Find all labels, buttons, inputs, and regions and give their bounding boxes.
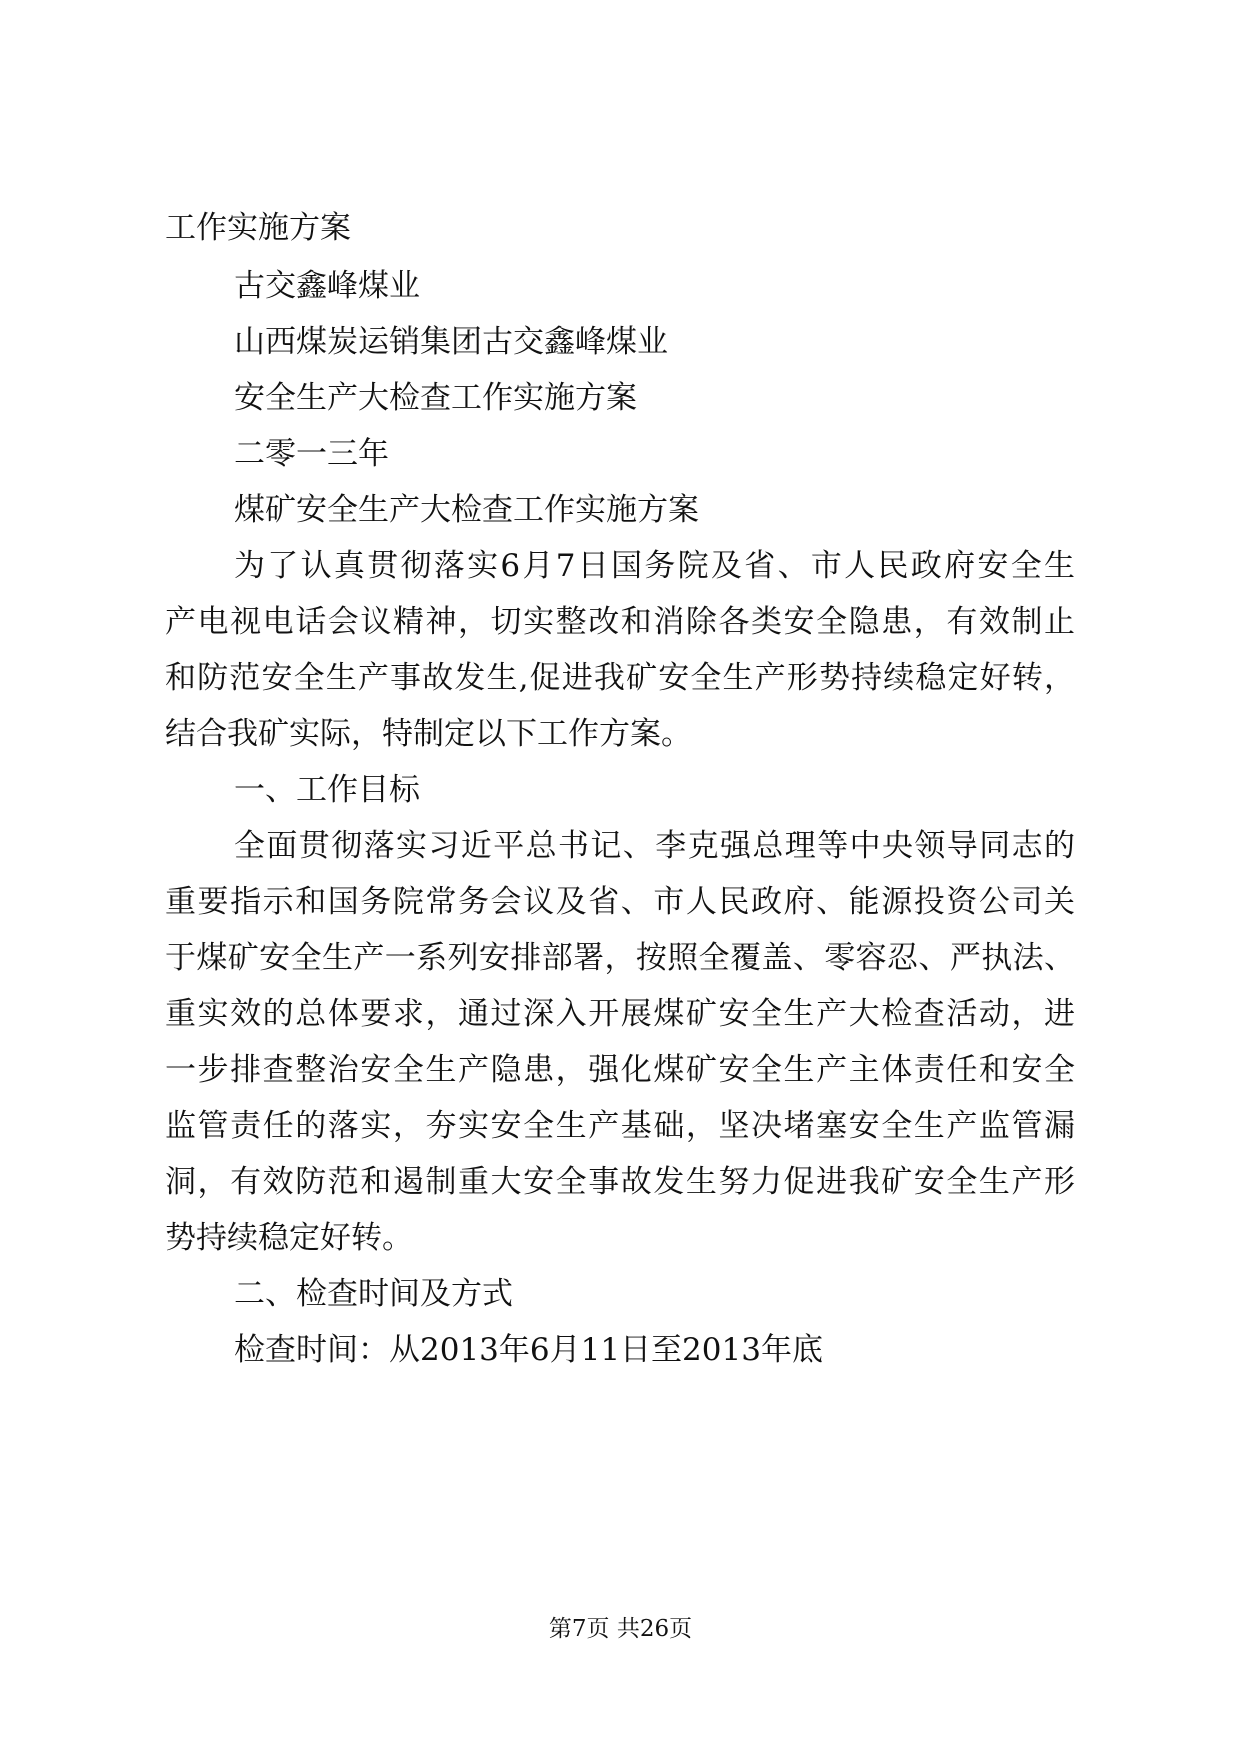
intro-paragraph-line: 产电视电话会议精神，切实整改和消除各类安全隐患，有效制止 — [165, 604, 1075, 640]
heading-inspection-time: 二、检查时间及方式 — [234, 1276, 513, 1312]
goals-paragraph-line: 洞，有效防范和遏制重大安全事故发生努力促进我矿安全生产形 — [165, 1164, 1075, 1200]
inspection-time-line: 检查时间：从2013年6月11日至2013年底 — [234, 1332, 823, 1368]
heading-goals: 一、工作目标 — [234, 772, 420, 808]
goals-paragraph-line: 势持续稳定好转。 — [165, 1220, 413, 1256]
goals-paragraph-line: 重实效的总体要求，通过深入开展煤矿安全生产大检查活动，进 — [165, 996, 1075, 1032]
company-full-name: 山西煤炭运销集团古交鑫峰煤业 — [234, 324, 668, 360]
plan-title: 安全生产大检查工作实施方案 — [234, 380, 637, 416]
intro-paragraph-line: 结合我矿实际，特制定以下工作方案。 — [165, 716, 692, 752]
goals-paragraph-line: 重要指示和国务院常务会议及省、市人民政府、能源投资公司关 — [165, 884, 1075, 920]
page-number-footer: 第7页 共26页 — [548, 1616, 693, 1642]
intro-paragraph-line: 为了认真贯彻落实6月7日国务院及省、市人民政府安全生 — [234, 548, 1075, 584]
company-short-name: 古交鑫峰煤业 — [234, 268, 420, 304]
goals-paragraph-line: 于煤矿安全生产一系列安排部署，按照全覆盖、零容忍、严执法、 — [165, 940, 1075, 976]
header-line-work-plan: 工作实施方案 — [165, 210, 351, 246]
goals-paragraph-line: 监管责任的落实，夯实安全生产基础，坚决堵塞安全生产监管漏 — [165, 1108, 1075, 1144]
section-title: 煤矿安全生产大检查工作实施方案 — [234, 492, 699, 528]
goals-paragraph-line: 全面贯彻落实习近平总书记、李克强总理等中央领导同志的 — [234, 828, 1075, 864]
year-line: 二零一三年 — [234, 436, 389, 472]
goals-paragraph-line: 一步排查整治安全生产隐患，强化煤矿安全生产主体责任和安全 — [165, 1052, 1075, 1088]
intro-paragraph-line: 和防范安全生产事故发生,促进我矿安全生产形势持续稳定好转， — [165, 660, 1075, 696]
